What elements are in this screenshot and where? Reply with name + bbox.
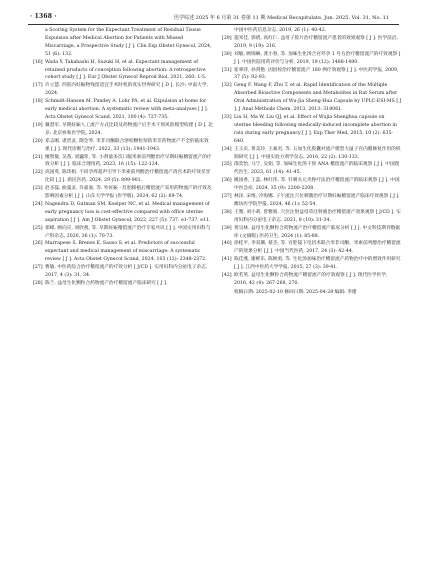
reference-number: [24] xyxy=(33,201,43,207)
reference-item xyxy=(222,114,402,146)
reference-number: [18] xyxy=(33,99,43,105)
reference-number: [27] xyxy=(33,265,43,271)
reference-text: Geng F, Wang F, Zhu T, et al. Rapid Identification of the Multiple Absorbed Bioactive Components and Metabolites in Rat Serum after Oral Administration of Wu-Jia Sheng-Hua Capsule by UPLC-ESI-MS [ J ]. J Anal Methods Chem, 2013, 2013: 318061. xyxy=(234,83,402,113)
reference-item xyxy=(222,209,402,225)
reference-number: [23] xyxy=(33,186,43,192)
reference-item xyxy=(33,225,213,241)
reference-continuation: a Scoring System for the Expectant Treatment of Residual Tissue Expulsion after Medical Abortion for Patients with Missed Miscarriage, a Prospective Study [ J ]. Clin Exp Obstet Gynecol, 2024, 51 (6): 132. xyxy=(45,28,212,57)
reference-number: [37] xyxy=(222,194,232,200)
reference-text: 檀智敏, 吴茜, 刘巍荣, 等. 小剂量多次口服米索前列醇治疗早期妊娠稽留流产的疗效分析 [ J ]. 临床合理用药, 2023, 16 (15): 122-124. xyxy=(45,154,212,168)
header-rule xyxy=(28,24,399,25)
reference-item xyxy=(33,201,213,225)
reference-number: [32] xyxy=(222,83,232,89)
reference-item xyxy=(222,256,402,272)
reference-item xyxy=(222,177,402,193)
reference-text: Liu H, Ma W, Liu QJ, et al. Effect of Wujia Shenghua capsule on uterine bleeding following medically-induced incomplete abortion in rats during early pregnancy [ J ]. Exp Ther Med, 2015, 10 (2): 635-640. xyxy=(234,114,397,144)
reference-text: 戴督军. 早期妊娠人工流产方式比较及药物流产后手术干预风险模型构建 [ D ]. 北京: 北京协和医学院, 2024. xyxy=(45,122,213,136)
reference-number: [29] xyxy=(222,35,232,41)
reference-number: [38] xyxy=(222,209,232,215)
reference-continuation: 中国中医药信息杂志, 2019, 26 (1): 40-42. xyxy=(234,28,327,33)
reference-text: Schmidt-Hansen M, Pandey A, Lohr PA, et al. Expulsion at home for early medical abortion: A systematic review with meta-analyses [ J ]. Acta Obstet Gynecol Scand, 2021, 100 (4): 727-735. xyxy=(45,99,209,120)
reference-item xyxy=(222,193,402,209)
reference-text: 邓志刚, 谌贵灵, 隋会琴. 米非司酮联合溶栓颗粒预防米非药物流产不全的临床效果 [ J ]. 现代诊断与治疗, 2022, 33 (13): 1941-1943. xyxy=(45,138,209,152)
reference-text: 陈佳燕, 谢彬乐, 陈焕勇, 等. 生化汤加味治疗稽留流产药物治疗中的增效作用研究 [ J ]. 江西中医药大学学报, 2015, 27 (3): 39-41. xyxy=(234,257,401,271)
reference-text: 施米佳, 郭倩, 高红仁. 益母子胶片治疗稽留流产患者的效果观察 [ J ]. 医学前沿, 2019, 9 (19): 216. xyxy=(234,35,399,49)
reference-item xyxy=(33,169,213,185)
reference-item xyxy=(33,154,213,170)
reference-item xyxy=(222,82,402,114)
reference-item xyxy=(33,240,213,264)
received-revised-dates: 收稿日期: 2025-02-10 修回日期: 2025-04-28 编辑: 李瑾 xyxy=(234,289,357,295)
reference-number: [41] xyxy=(222,257,232,263)
reference-number: [25] xyxy=(33,225,43,231)
reference-text: 许立慧. 四胶内妊娠物残留适宜手术时机的真实世界研究 [ D ]. 长沙: 中南大学, 2024. xyxy=(45,83,209,97)
reference-text: 邵奕怡, 马宁, 吴娟, 等. 加味生化汤干预 ANA 稽留流产的临床观察 [ J ]. 中国现代医生, 2023, 61 (14): 41-45. xyxy=(234,162,400,176)
reference-number: [42] xyxy=(222,273,232,279)
reference-text: 姚国香, 王蕊, 林红伟, 等. 针刺关元夹脊疗法治疗稽留流产的临床观察 [ J ]. 中国中医急症, 2024, 35 (9): 2200-2208. xyxy=(234,178,400,192)
reference-text: 林泽, 宋维, 冷海娜. 子午流注穴位刺激治疗早期妊娠稽留流产临床疗效观察 [ J ]. 潍坊医学院学报, 2024, 46 (1): 52-54. xyxy=(234,194,400,207)
reference-text: 曹敏. 中医药综合治疗稽留流产的疗效分析 [ J/CD ]. 实用妇科内分泌电子杂志, 2017, 4 (3): 31, 34. xyxy=(45,265,208,279)
reference-text: Wada Y, Takahashi H, Suzuki H, et al. Expectant management of retained products of conception following abortion: A retrospective cohort study [ J ]. Eur J Obstet Gynecol Reprod Biol, 2021, 260: 1-5. xyxy=(45,59,207,81)
reference-item xyxy=(33,264,213,280)
reference-item xyxy=(222,225,402,241)
reference-text: 黄宗林. 益母生化颗粒合药物流产治疗稽留流产临床分析 [ J ]. 中文科技期刊数据库 (文摘版) 医药卫生, 2024 (1): 85-88. xyxy=(234,225,400,239)
reference-item xyxy=(33,122,213,138)
reference-text: 高国英, 陈玮娟. 不同孕周超声引导下米索前列醇治疗稽留流产清宫术的疗效差异比较 [ J ]. 新民医药, 2024, 29 (5): 899-901. xyxy=(45,170,211,184)
reference-item xyxy=(33,280,213,288)
reference-item xyxy=(33,98,213,122)
reference-text: 刘敏, 顾锦娴, 龚小春, 等. 加味生化汤合宫外孕 1 号方治疗稽留流产的疗效观察 [ J ]. 中国医院用药评价与分析, 2019, 19 (12): 1488-1490. xyxy=(234,51,401,65)
reference-item xyxy=(222,67,402,83)
reference-number: [34] xyxy=(222,146,232,152)
reference-number: [31] xyxy=(222,67,232,73)
reference-text: 王雅, 刘小莉, 曾雅娟. 穴位注射益母草注射液治疗稽留流产效果观察 [ J/CD ]. 实用妇科内分泌电子杂志, 2021, 8 (10): 31-34. xyxy=(234,209,401,223)
reference-item xyxy=(33,138,213,154)
reference-item xyxy=(33,185,213,201)
reference-text: Nagendra D, Gutman SM, Koelper NC, et al. Medical management of early pregnancy loss is cost-effective compared with office uterine aspiration [ J ]. Am J Obstet Gynecol, 2022, 227 (5): 737. e1-737. e11. xyxy=(45,201,211,223)
reference-number: [35] xyxy=(222,162,232,168)
reference-number: [20] xyxy=(33,138,43,144)
reference-text: 王玉贞, 黄美玲, 王素君, 等. 五加生化胶囊对流产模型大鼠子宫内膜修复作用的机制研究 [ J ]. 中国实验方剂学杂志, 2016, 22 (2): 130-133. xyxy=(234,146,401,160)
reference-number: [19] xyxy=(33,122,43,128)
reference-column-left xyxy=(33,27,213,572)
reference-item xyxy=(33,82,213,98)
reference-number: [17] xyxy=(33,83,43,89)
reference-text: 郑峰, 顾向应, 刘欣燕, 等. 早期妊娠稽留流产治疗专家共识 [ J ]. 中国实用妇科与产科杂志, 2020, 36 (1): 70-73. xyxy=(45,225,211,239)
reference-item xyxy=(222,272,402,288)
reference-number: [22] xyxy=(33,170,43,176)
reference-text: 欧若英. 益母生化颗粒合药物流产稽留流产的疗效观察 [ J ]. 现代医学医学, 2016, 42 (4): 267-268, 270. xyxy=(234,273,388,286)
reference-column-right xyxy=(222,27,402,572)
reference-item xyxy=(222,35,402,51)
journal-running-header: 医学综述 2025 年 6 月第 31 卷第 11 期 Medical Recapitulate, Jun. 2025, Vol. 31, No. 11 xyxy=(174,15,389,21)
reference-item xyxy=(33,59,213,83)
reference-item xyxy=(222,51,402,67)
reference-number: [36] xyxy=(222,178,232,184)
reference-number: [33] xyxy=(222,114,232,120)
reference-text: Marrapese S, Brenes E, Sauso S, et al. Predictors of successful expectant and medical management of miscarriage: A systematic review [ J ]. Acta Obstet Gynecol Scand, 2024, 103 (12): 2348-2372. xyxy=(45,241,207,263)
reference-item xyxy=(222,161,402,177)
reference-text: 陈兰. 益母生化颗粒合药物流产治疗稽留流产临床研究 [ J ]. xyxy=(45,281,168,286)
reference-number: [28] xyxy=(33,281,43,286)
reference-number: [16] xyxy=(33,59,43,65)
reference-number: [26] xyxy=(33,241,43,247)
reference-item xyxy=(222,146,402,162)
reference-number: [21] xyxy=(33,154,43,160)
reference-number: [40] xyxy=(222,241,232,247)
reference-number: [39] xyxy=(222,225,232,231)
reference-item xyxy=(222,240,402,256)
reference-text: 崔翠萍, 孙剑艳. 因因栓治疗稽留流产 180 例疗效观察 [ J ]. 中医药学报, 2009, 37 (5): 92-93. xyxy=(234,67,399,81)
reference-text: 赵圣磊, 曲曼灵, 许嘉嘉, 等. 外妊娠 - 肛胎移植后稽留流产采用药物流产的疗效及影响因素分析 [ J ]. 山东大学学报 (医学版), 2024, 62 (2): 69-74. xyxy=(45,186,212,200)
page-number: · 1368 · xyxy=(30,13,57,20)
reference-text: 徐桂平, 李双珊, 蔡杰, 等. 宫腔镜下电切术联合米非司酮、米索前列醇治疗稽留流产的效果分析 [ J ]. 中国当代医药, 2017, 24 (3): 42-44. xyxy=(234,241,401,255)
reference-number: [30] xyxy=(222,51,232,57)
